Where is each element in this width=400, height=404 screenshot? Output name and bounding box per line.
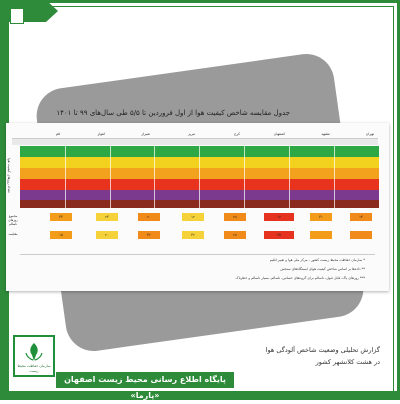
footer-banner: پایگاه اطلاع رسانی محیط زیست اصفهان «پارما» <box>56 372 234 388</box>
summary-cell: ۲۰ <box>138 213 160 221</box>
band-separator <box>199 146 200 157</box>
summary-cell <box>310 231 332 239</box>
band-separator <box>154 190 155 200</box>
band-separator <box>244 157 245 168</box>
band-separator <box>65 157 66 168</box>
city-header: شیراز <box>141 132 150 136</box>
summary-cell <box>350 231 372 239</box>
band-separator <box>199 179 200 190</box>
band-separator <box>244 168 245 179</box>
band-clean <box>20 146 379 157</box>
summary-cell: ۲۸ <box>224 231 246 239</box>
summary-row-2 <box>20 230 379 240</box>
band-separator <box>289 168 290 179</box>
city-header: مشهد <box>321 132 330 136</box>
band-separator <box>244 146 245 157</box>
band-separator <box>65 190 66 200</box>
band-sensitive <box>20 168 379 179</box>
band-separator <box>65 146 66 157</box>
summary-label: مجموع روزهای ناسالم <box>8 214 18 226</box>
note-line: * سازمان حفاظت محیط زیست کشور - مرکز ملی هوا و تغییر اقلیم <box>269 258 365 262</box>
band-separator <box>199 168 200 179</box>
band-separator <box>65 200 66 208</box>
note-line: ** داده‌ها بر اساس شاخص کیفیت هوای ایستگاه‌های سنجش <box>280 267 365 271</box>
band-acceptable <box>20 157 379 168</box>
top-ribbon <box>0 0 46 22</box>
band-separator <box>334 168 335 179</box>
band-separator <box>289 190 290 200</box>
summary-cell: ۱۴ <box>350 213 372 221</box>
summary-cell: ۴۲ <box>138 231 160 239</box>
summary-cell: ۱۷ <box>264 213 294 221</box>
band-separator <box>334 200 335 208</box>
city-header: تبریز <box>187 132 195 136</box>
band-separator <box>334 157 335 168</box>
summary-row-1 <box>20 212 379 222</box>
summary-cell: ۲۸ <box>224 213 246 221</box>
band-separator <box>110 146 111 157</box>
band-separator <box>110 179 111 190</box>
summary-cell: ۳۵ <box>264 231 294 239</box>
summary-cell: ۲۳ <box>96 213 118 221</box>
caption-line-1: گزارش تحلیلی وضعیت شاخص آلودگی هوا <box>265 346 380 354</box>
band-separator <box>65 179 66 190</box>
band-separator <box>199 190 200 200</box>
band-separator <box>334 146 335 157</box>
band-separator <box>289 200 290 208</box>
band-separator <box>289 146 290 157</box>
band-separator <box>154 179 155 190</box>
band-separator <box>289 179 290 190</box>
logo-text: سازمان حفاظت محیط زیست <box>17 364 51 373</box>
note-line: *** روزهای پاک، قابل قبول، ناسالم برای گروه‌های حساس، ناسالم، بسیار ناسالم و خطرناک <box>235 276 365 280</box>
band-separator <box>244 190 245 200</box>
band-separator <box>289 157 290 168</box>
summary-cell: ۱۲ <box>182 213 204 221</box>
band-separator <box>154 157 155 168</box>
band-separator <box>199 200 200 208</box>
band-separator <box>334 179 335 190</box>
summary-cell: ۳۳ <box>50 213 72 221</box>
city-header: اصفهان <box>273 132 285 136</box>
band-very-unhealthy <box>20 190 379 200</box>
band-separator <box>154 168 155 179</box>
band-separator <box>244 200 245 208</box>
band-unhealthy <box>20 179 379 190</box>
band-separator <box>244 179 245 190</box>
city-header: تهران <box>365 132 374 136</box>
bottom-green-bar <box>0 391 400 400</box>
summary-cell: ۲۰ <box>96 231 118 239</box>
organization-logo <box>13 335 55 377</box>
summary-cell: ۱۵ <box>50 231 72 239</box>
summary-label: مقایسه <box>8 232 18 236</box>
table-header <box>12 132 378 144</box>
city-header: قم <box>55 132 60 136</box>
city-header: اهواز <box>97 132 105 136</box>
city-header: کرج <box>233 132 240 136</box>
summary-cell: ۳۲ <box>182 231 204 239</box>
band-separator <box>110 200 111 208</box>
table-notes <box>20 254 375 289</box>
band-hazardous <box>20 200 379 208</box>
header-bar <box>12 138 378 145</box>
band-separator <box>154 146 155 157</box>
summary-cell: ۳۱ <box>310 213 332 221</box>
document-icon <box>10 8 24 24</box>
band-separator <box>110 157 111 168</box>
band-separator <box>110 168 111 179</box>
vertical-axis-label: تعداد روزهای کیفیت هوا <box>7 157 11 193</box>
band-separator <box>199 157 200 168</box>
band-separator <box>65 168 66 179</box>
table-title: جدول مقایسه شاخص کیفیت هوا از اول فروردین تا ۵/۵ طی سال‌های ۹۹ تا ۱۴۰۱ <box>56 109 290 117</box>
emblem-icon <box>21 341 47 363</box>
band-separator <box>154 200 155 208</box>
caption-line-2: در هشت کلانشهر کشور <box>315 358 380 366</box>
band-separator <box>110 190 111 200</box>
band-separator <box>334 190 335 200</box>
